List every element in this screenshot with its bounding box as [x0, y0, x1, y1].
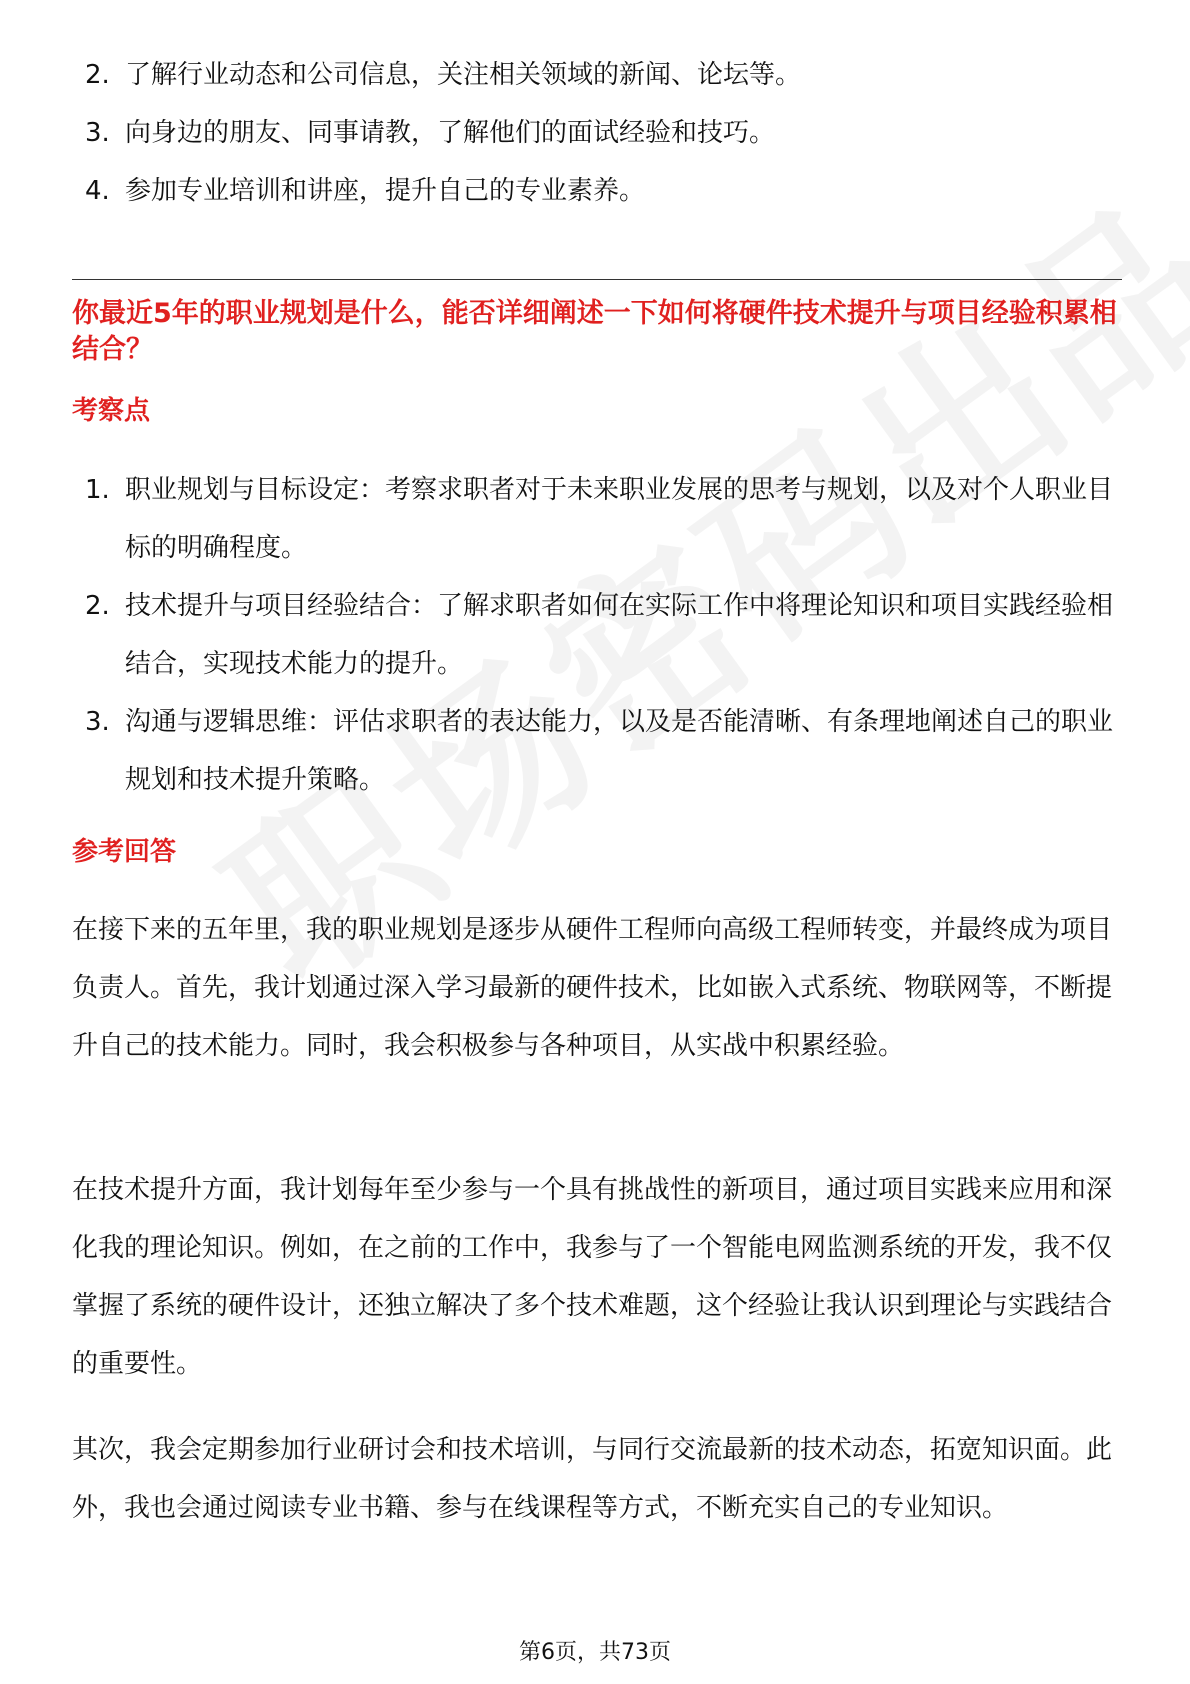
list-number: 3.: [85, 118, 110, 148]
top-list: [72, 46, 1122, 220]
question-heading: 你最近5年的职业规划是什么，能否详细阐述一下如何将硬件技术提升与项目经验积累相结合？: [72, 298, 1117, 365]
list-number: 2.: [85, 60, 110, 90]
section-divider: [72, 279, 1122, 280]
list-item: [72, 46, 1122, 104]
list-text: 了解行业动态和公司信息，关注相关领域的新闻、论坛等。: [125, 60, 802, 90]
list-number: 2.: [85, 591, 110, 621]
list-text: 职业规划与目标设定：考察求职者对于未来职业发展的思考与规划，以及对个人职业目标的明确程度。: [125, 475, 1114, 563]
answer-heading: 参考回答: [72, 837, 177, 867]
list-text: 技术提升与项目经验结合：了解求职者如何在实际工作中将理论知识和项目实践经验相结合，实现技术能力的提升。: [125, 591, 1114, 679]
list-item: [72, 104, 1122, 162]
list-number: 3.: [85, 707, 110, 737]
list-item: [72, 461, 1122, 577]
focus-heading: 考察点: [72, 396, 151, 426]
list-item: [72, 162, 1122, 220]
list-text: 沟通与逻辑思维：评估求职者的表达能力，以及是否能清晰、有条理地阐述自己的职业规划和技术提升策略。: [125, 707, 1114, 795]
list-number: 4.: [85, 176, 110, 206]
answer-paragraph: 在接下来的五年里，我的职业规划是逐步从硬件工程师向高级工程师转变，并最终成为项目负责人。首先，我计划通过深入学习最新的硬件技术，比如嵌入式系统、物联网等，不断提升自己的技术能力。同时，我会积极参与各种项目，从实战中积累经验。: [72, 915, 1113, 1061]
list-text: 向身边的朋友、同事请教，了解他们的面试经验和技巧。: [125, 118, 776, 148]
list-item: [72, 577, 1122, 693]
list-number: 1.: [85, 475, 110, 505]
answer-paragraph: 在技术提升方面，我计划每年至少参与一个具有挑战性的新项目，通过项目实践来应用和深化我的理论知识。例如，在之前的工作中，我参与了一个智能电网监测系统的开发，我不仅掌握了系统的硬件设计，还独立解决了多个技术难题，这个经验让我认识到理论与实践结合的重要性。: [72, 1175, 1113, 1379]
focus-list: [72, 461, 1122, 809]
list-item: [72, 693, 1122, 809]
answer-paragraph: 其次，我会定期参加行业研讨会和技术培训，与同行交流最新的技术动态，拓宽知识面。此外，我也会通过阅读专业书籍、参与在线课程等方式，不断充实自己的专业知识。: [72, 1435, 1113, 1523]
list-text: 参加专业培训和讲座，提升自己的专业素养。: [125, 176, 646, 206]
page-number: 第6页，共73页: [519, 1640, 671, 1665]
